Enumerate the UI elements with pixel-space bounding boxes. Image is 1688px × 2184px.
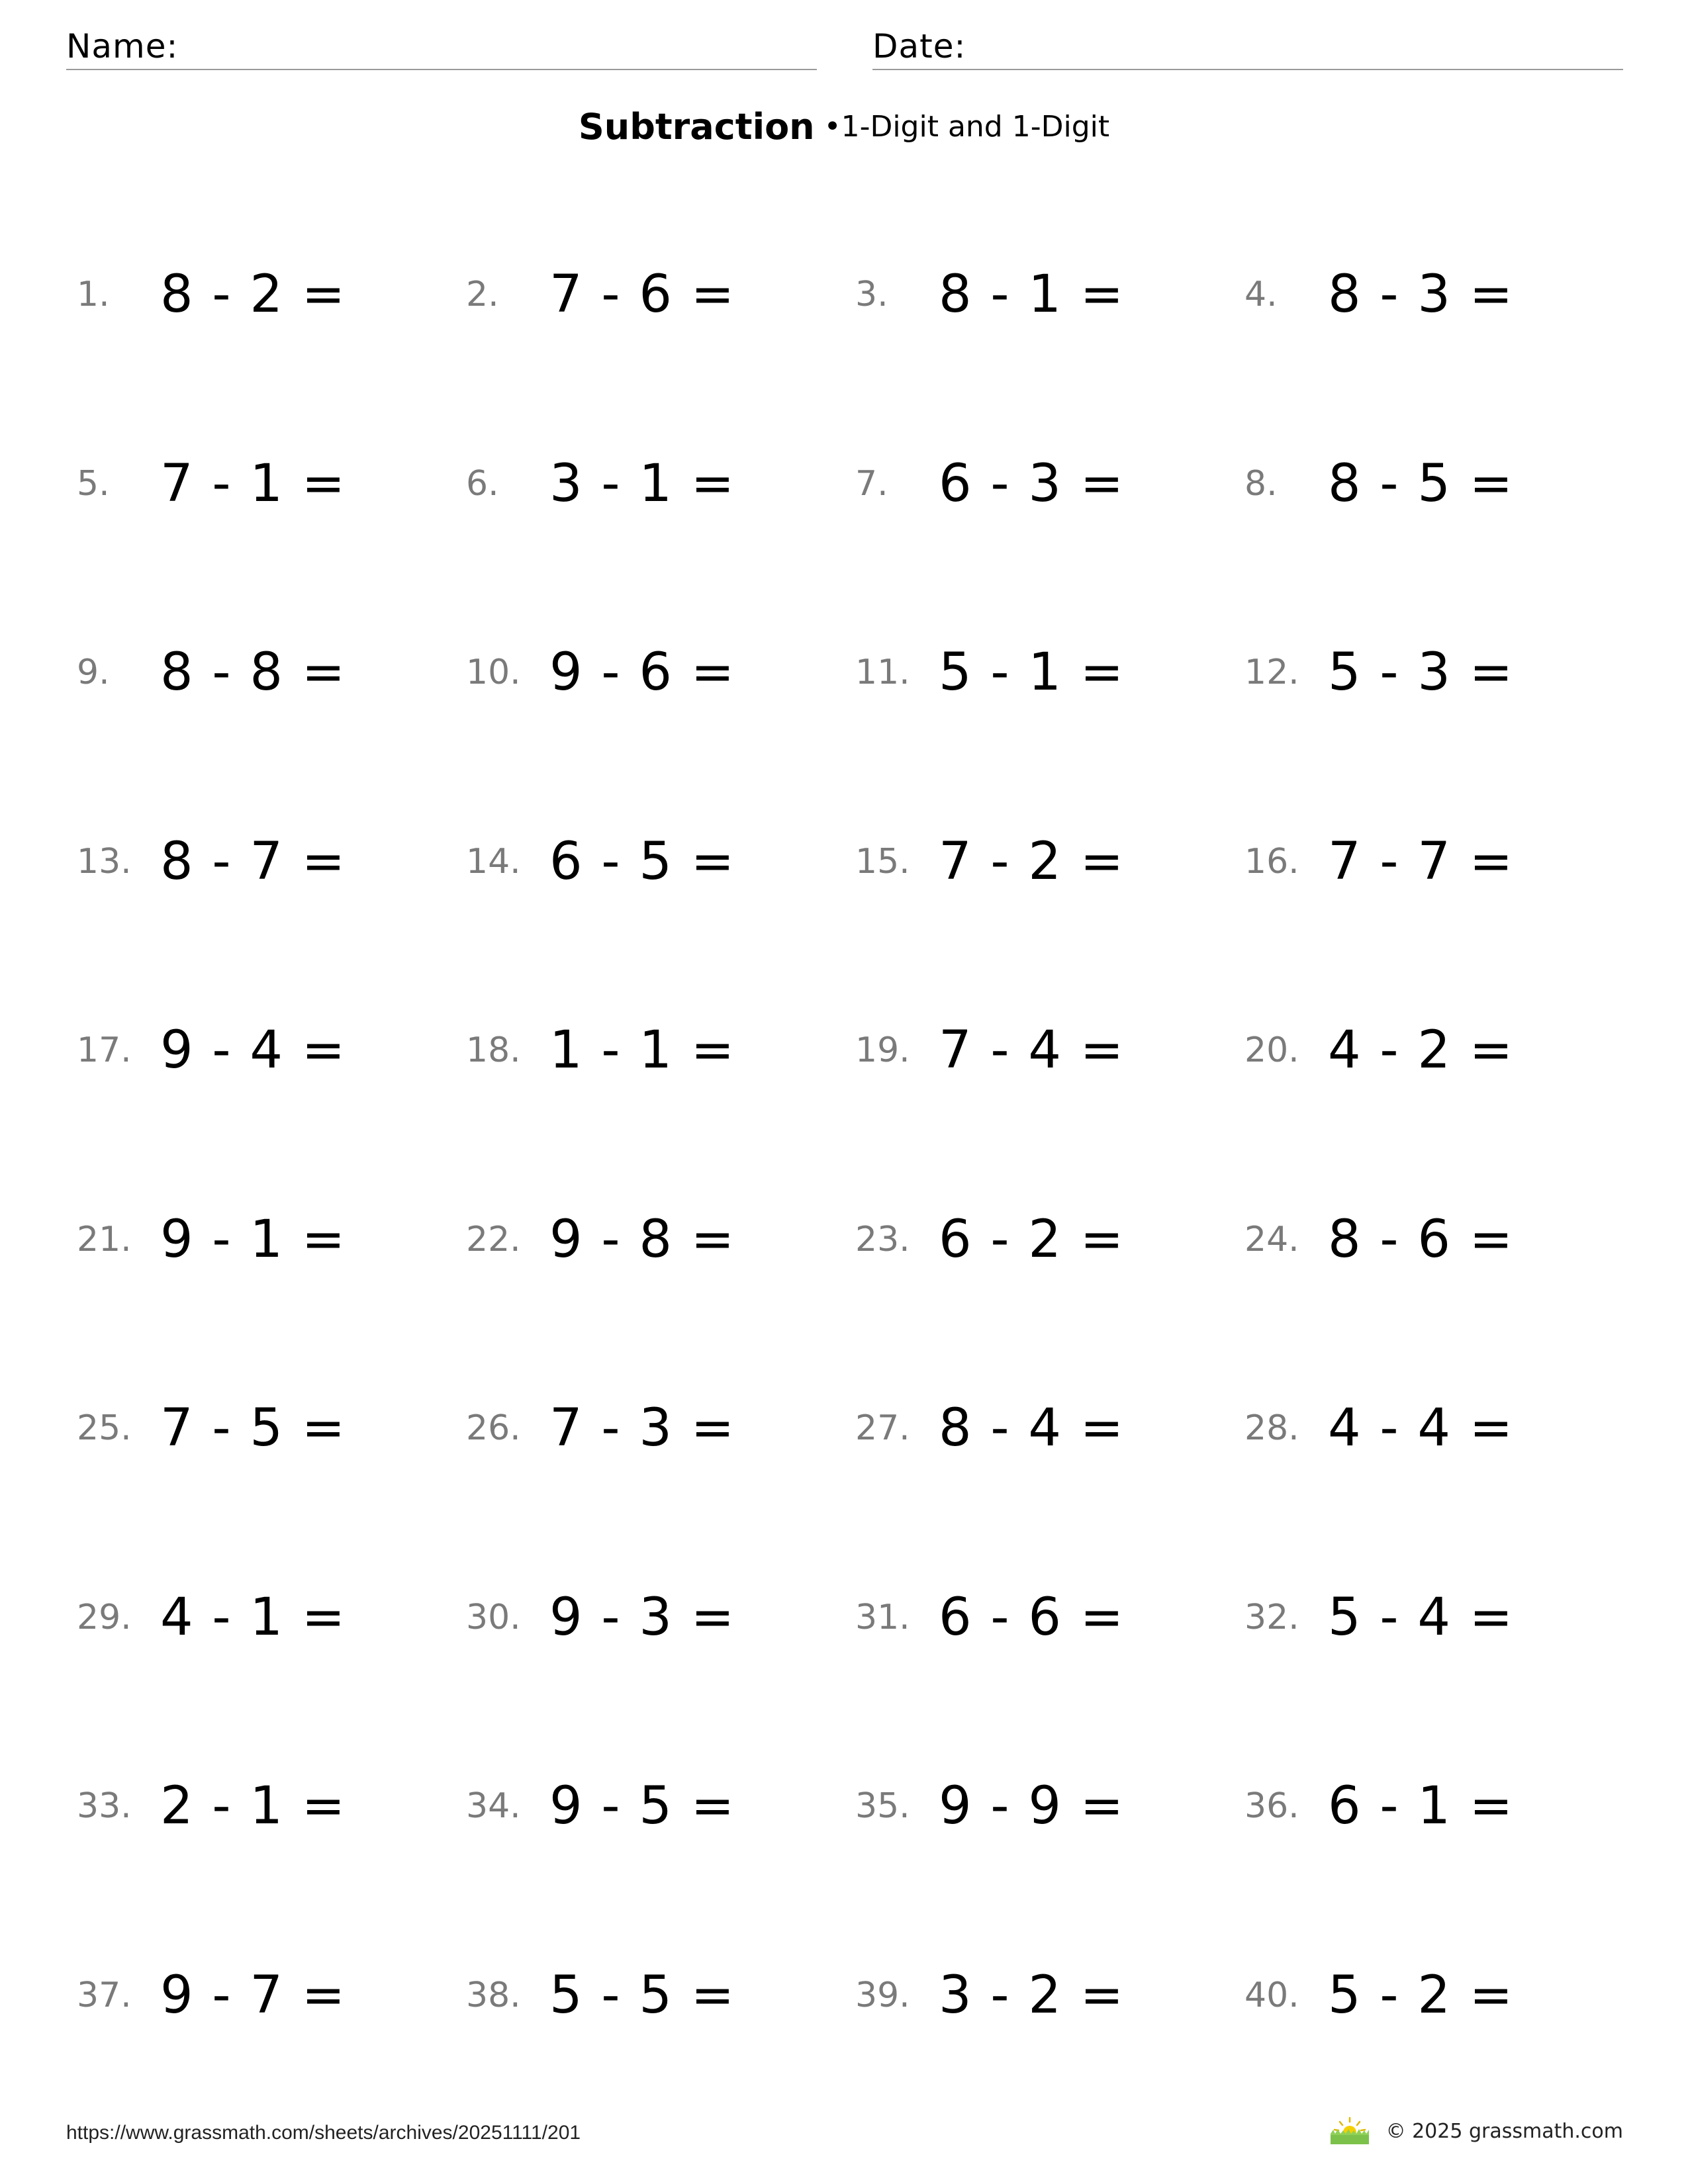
problem-expression: 6 - 5 = [549,831,736,891]
problem-number: 23. [855,1219,910,1259]
problem-number: 31. [855,1597,910,1637]
problem-item [466,1548,855,1687]
problem-expression: 6 - 1 = [1328,1776,1515,1836]
problem-item [855,1926,1244,2065]
problem-item [77,792,466,931]
problem-number: 16. [1244,841,1299,882]
problem-item [466,225,855,364]
problem-item [855,792,1244,931]
title-subtitle: 1-Digit and 1-Digit [841,110,1110,144]
problem-number: 36. [1244,1786,1299,1826]
problem-number: 19. [855,1030,910,1070]
problem-item [466,1170,855,1309]
problem-number: 40. [1244,1975,1299,2015]
problem-expression: 8 - 2 = [160,265,347,324]
name-field[interactable] [66,24,817,70]
problem-number: 7. [855,463,888,504]
problem-expression: 5 - 2 = [1328,1965,1515,2025]
problem-number: 2. [466,275,499,314]
problem-expression: 7 - 1 = [160,453,347,514]
problem-item [466,1737,855,1876]
problem-expression: 9 - 5 = [549,1776,736,1836]
problem-expression: 1 - 1 = [549,1021,736,1080]
problem-number: 13. [77,841,132,882]
problem-expression: 5 - 5 = [549,1965,736,2025]
problem-expression: 5 - 1 = [939,643,1125,702]
problem-expression: 8 - 7 = [160,831,347,891]
problem-item [855,225,1244,364]
problem-number: 11. [855,653,910,692]
problem-expression: 8 - 5 = [1328,453,1515,514]
problem-expression: 4 - 2 = [1328,1021,1515,1080]
worksheet-title [0,106,1688,148]
problem-expression: 3 - 1 = [549,453,736,514]
problem-expression: 7 - 7 = [1328,831,1515,891]
problem-item [466,1926,855,2065]
problem-item [77,1170,466,1309]
problem-item [1244,1926,1634,2065]
problem-number: 5. [77,463,110,504]
problem-item [1244,414,1634,553]
problem-number: 34. [466,1786,521,1826]
problem-item [466,414,855,553]
problem-item [466,1359,855,1498]
problem-number: 37. [77,1975,132,2015]
problem-expression: 7 - 6 = [549,265,736,324]
problem-number: 24. [1244,1219,1299,1259]
problem-item [855,1359,1244,1498]
problem-item [1244,1548,1634,1687]
problem-expression: 8 - 3 = [1328,265,1515,324]
problem-number: 39. [855,1975,910,2015]
problem-expression: 4 - 1 = [160,1587,347,1647]
problem-item [466,792,855,931]
problem-number: 10. [466,653,521,692]
problem-number: 17. [77,1030,132,1070]
problem-item [855,1737,1244,1876]
problem-item [1244,981,1634,1120]
problem-expression: 9 - 4 = [160,1021,347,1080]
problem-item [855,1548,1244,1687]
date-field[interactable] [872,24,1623,70]
problem-item [1244,792,1634,931]
problem-number: 3. [855,275,888,314]
problem-expression: 5 - 3 = [1328,643,1515,702]
problem-item [77,1548,466,1687]
problem-expression: 4 - 4 = [1328,1398,1515,1458]
date-label: Date: [872,27,966,66]
problem-number: 26. [466,1408,521,1448]
footer-copyright: © 2025 grassmath.com [1385,2119,1623,2143]
problem-expression: 7 - 5 = [160,1398,347,1458]
problem-number: 22. [466,1219,521,1259]
problem-expression: 3 - 2 = [939,1965,1125,2025]
problem-item [1244,1737,1634,1876]
footer-branding [1327,2116,1623,2146]
problem-expression: 8 - 6 = [1328,1209,1515,1269]
problem-item [77,414,466,553]
problem-number: 14. [466,841,521,882]
problem-item [1244,225,1634,364]
problem-item [466,981,855,1120]
problem-expression: 5 - 4 = [1328,1587,1515,1647]
problem-item [855,414,1244,553]
problem-item [77,603,466,742]
problem-expression: 9 - 3 = [549,1587,736,1647]
problem-expression: 6 - 6 = [939,1587,1125,1647]
problem-number: 9. [77,653,110,692]
problem-item [1244,603,1634,742]
problem-item [855,603,1244,742]
title-bullet: • [823,110,841,144]
problem-expression: 9 - 1 = [160,1209,347,1269]
problem-item [1244,1359,1634,1498]
problem-expression: 6 - 3 = [939,453,1125,514]
problem-item [77,225,466,364]
problem-expression: 2 - 1 = [160,1776,347,1836]
problem-number: 38. [466,1975,521,2015]
problem-item [1244,1170,1634,1309]
problem-expression: 8 - 8 = [160,643,347,702]
problem-expression: 9 - 7 = [160,1965,347,2025]
problem-item [77,1926,466,2065]
problem-number: 18. [466,1030,521,1070]
problem-expression: 7 - 4 = [939,1021,1125,1080]
problem-item [77,981,466,1120]
problem-grid [77,225,1652,2078]
problem-expression: 7 - 3 = [549,1398,736,1458]
problem-expression: 7 - 2 = [939,831,1125,891]
problem-expression: 9 - 9 = [939,1776,1125,1836]
problem-item [77,1737,466,1876]
sun-over-grass-icon [1327,2116,1373,2146]
problem-number: 21. [77,1219,132,1259]
title-main: Subtraction [578,106,815,148]
problem-number: 30. [466,1597,521,1637]
name-label: Name: [66,27,179,66]
problem-number: 6. [466,463,499,504]
problem-number: 12. [1244,653,1299,692]
problem-item [855,1170,1244,1309]
problem-number: 8. [1244,463,1278,504]
problem-number: 29. [77,1597,132,1637]
problem-expression: 8 - 1 = [939,265,1125,324]
problem-item [77,1359,466,1498]
problem-number: 28. [1244,1408,1299,1448]
problem-number: 4. [1244,275,1278,314]
problem-number: 1. [77,275,110,314]
problem-expression: 9 - 8 = [549,1209,736,1269]
problem-item [466,603,855,742]
problem-expression: 9 - 6 = [549,643,736,702]
problem-item [855,981,1244,1120]
problem-number: 35. [855,1786,910,1826]
problem-expression: 8 - 4 = [939,1398,1125,1458]
problem-number: 25. [77,1408,132,1448]
problem-number: 33. [77,1786,132,1826]
problem-number: 15. [855,841,910,882]
footer-url: https://www.grassmath.com/sheets/archives/20251111/201 [66,2122,581,2144]
problem-expression: 6 - 2 = [939,1209,1125,1269]
problem-number: 20. [1244,1030,1299,1070]
problem-number: 32. [1244,1597,1299,1637]
problem-number: 27. [855,1408,910,1448]
